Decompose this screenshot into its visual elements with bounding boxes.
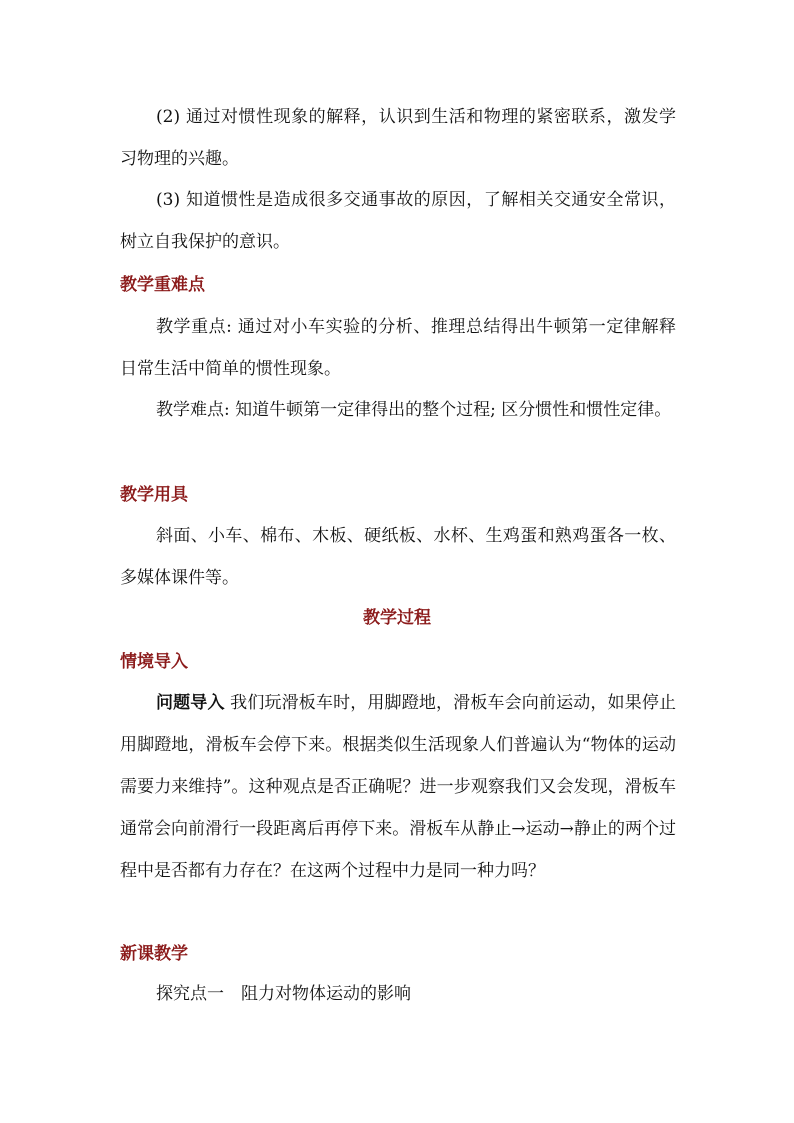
key-point-focus: 教学重点: 通过对小车实验的分析、推理总结得出牛顿第一定律解释日常生活中简单的惯性现象。: [120, 317, 676, 379]
goal-item-2: (2) 通过对惯性现象的解释，认识到生活和物理的紧密联系，激发学习物理的兴趣。: [120, 107, 676, 169]
key-points-heading: 教学重难点: [120, 275, 205, 295]
key-point-difficulty: 教学难点: 知道牛顿第一定律得出的整个过程; 区分惯性和惯性定律。: [156, 400, 672, 420]
intro-text: 我们玩滑板车时，用脚蹬地，滑板车会向前运动，如果停止用脚蹬地，滑板车会停下来。根据类似生活现象人们普遍认为“物体的运动需要力来维持”。这种观点是否正确呢？进一步观察我们又会发现，滑板车通常会向前滑行一段距离后再停下来。滑板车从静止→运动→静止的两个过程中是否都有力存在？在这两个过程中力是同一种力吗？: [120, 693, 677, 881]
process-title: 教学过程: [363, 608, 431, 628]
tools-text: 斜面、小车、棉布、木板、硬纸板、水杯、生鸡蛋和熟鸡蛋各一枚、多媒体课件等。: [120, 526, 676, 588]
explore-point-1: 探究点一 阻力对物体运动的影响: [156, 984, 411, 1004]
intro-heading: 情境导入: [120, 652, 188, 672]
goal-item-3: (3) 知道惯性是造成很多交通事故的原因，了解相关交通安全常识，树立自我保护的意识。: [120, 190, 676, 252]
new-lesson-heading: 新课教学: [120, 944, 188, 964]
tools-heading: 教学用具: [120, 485, 188, 505]
intro-lead: 问题导入: [156, 693, 225, 713]
intro-paragraph: [120, 682, 676, 892]
